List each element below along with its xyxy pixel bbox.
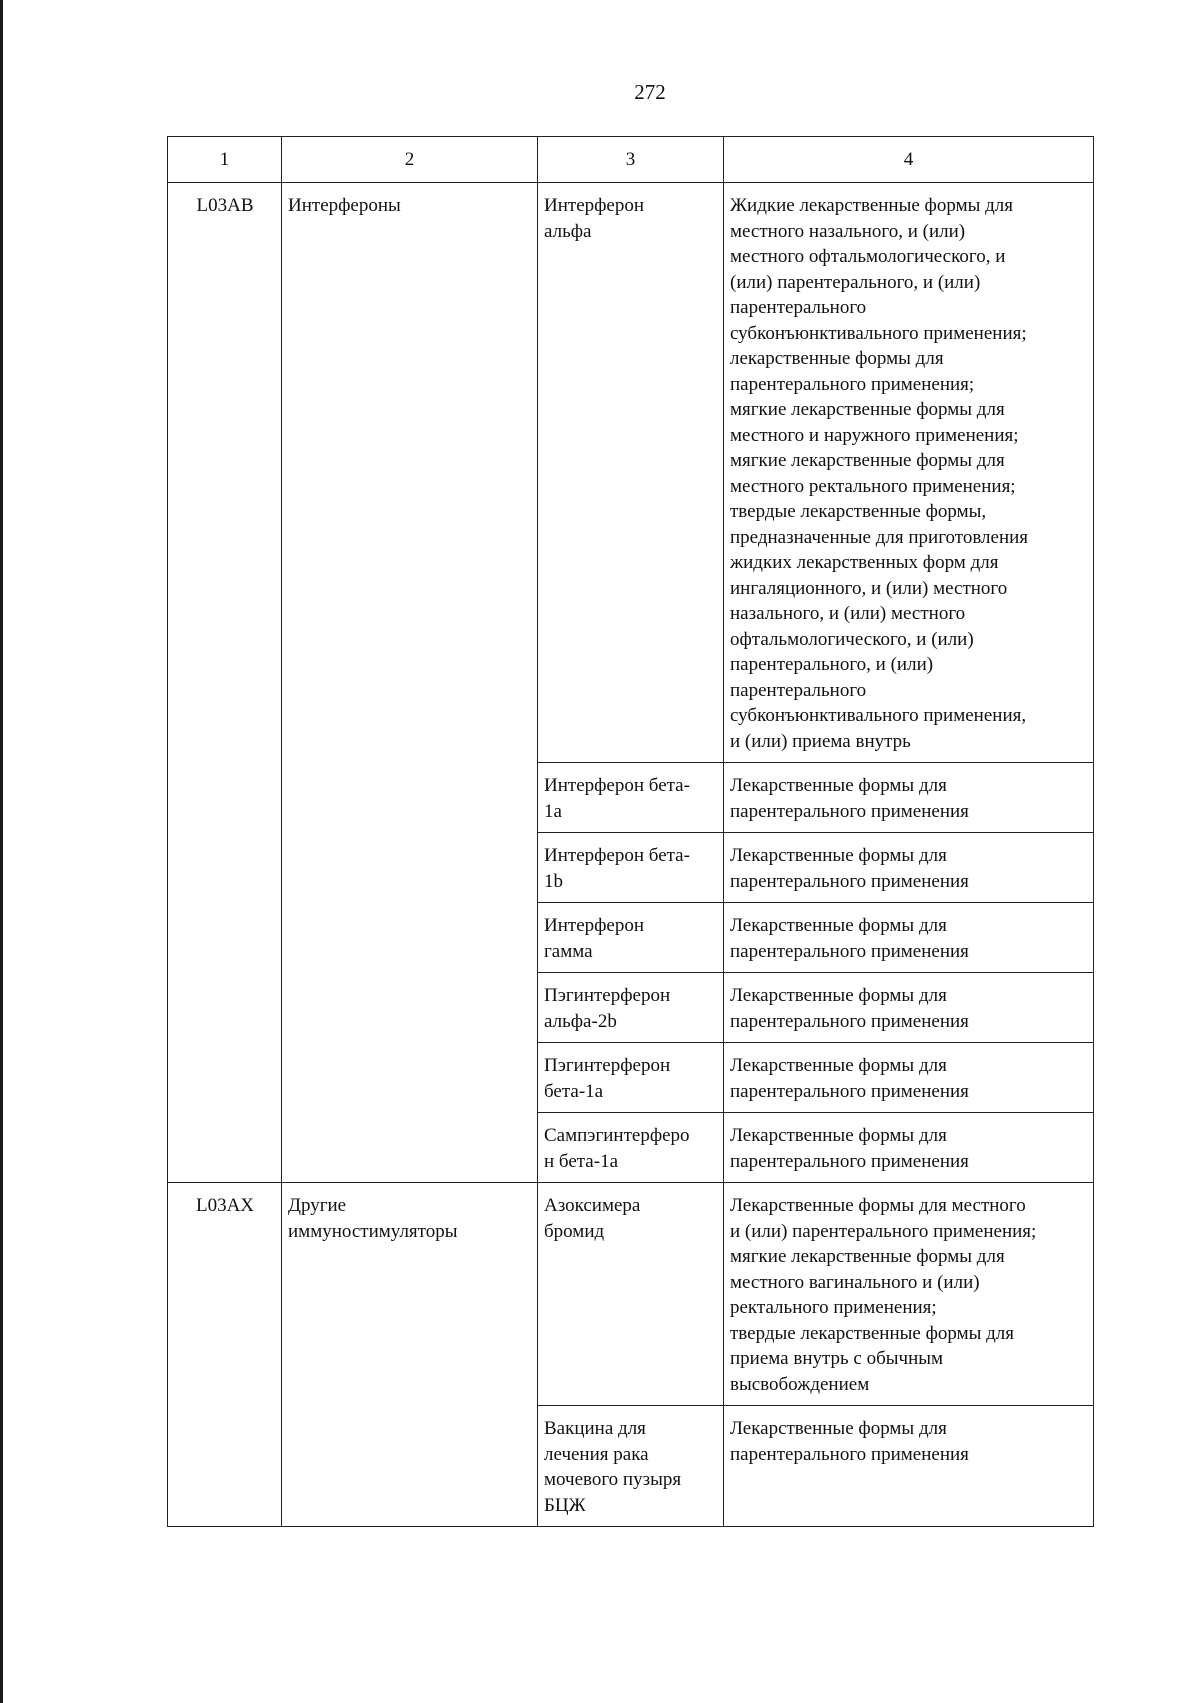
- header-col-4: 4: [724, 137, 1094, 183]
- dosage-forms-cell: Лекарственные формы для парентерального применения: [724, 973, 1094, 1043]
- atc-group-cell: Другие иммуностимуляторы: [282, 1183, 538, 1527]
- drug-table: [167, 136, 1094, 1527]
- header-col-2: 2: [282, 137, 538, 183]
- atc-group-cell: Интерфероны: [282, 183, 538, 1183]
- substance-cell: Интерферон бета- 1a: [538, 763, 724, 833]
- table-row: [168, 183, 1094, 763]
- scan-edge: [0, 0, 3, 1703]
- dosage-forms-cell: Лекарственные формы для парентерального применения: [724, 763, 1094, 833]
- table-row: [168, 1183, 1094, 1406]
- atc-code-cell: L03AX: [168, 1183, 282, 1527]
- page-number: 272: [634, 80, 666, 104]
- substance-cell: Вакцина для лечения рака мочевого пузыря БЦЖ: [538, 1406, 724, 1527]
- dosage-forms-cell: Лекарственные формы для местного и (или) парентерального применения; мягкие лекарственные формы для местного вагинального и (или) ректального применения; твердые лекарственные формы для приема внутрь с обычным высвобождением: [724, 1183, 1094, 1406]
- dosage-forms-cell: Лекарственные формы для парентерального применения: [724, 1113, 1094, 1183]
- dosage-forms-cell: Лекарственные формы для парентерального применения: [724, 833, 1094, 903]
- atc-code-cell: L03AB: [168, 183, 282, 1183]
- header-col-1: 1: [168, 137, 282, 183]
- dosage-forms-cell: Жидкие лекарственные формы для местного назального, и (или) местного офтальмологического, и (или) парентерального, и (или) парентерального субконъюнктивального применения; лекарственные формы для парентерального применения; мягкие лекарственные формы для местного и наружного применения; мягкие лекарственные формы для местного ректального применения; твердые лекарственные формы, предназначенные для приготовления жидких лекарственных форм для ингаляционного, и (или) местного назального, и (или) местного офтальмологического, и (или) парентерального, и (или) парентерального субконъюнктивального применения, и (или) приема внутрь: [724, 183, 1094, 763]
- header-col-3: 3: [538, 137, 724, 183]
- dosage-forms-cell: Лекарственные формы для парентерального применения: [724, 1043, 1094, 1113]
- substance-cell: Азоксимера бромид: [538, 1183, 724, 1406]
- drug-table-container: [167, 136, 1093, 1527]
- dosage-forms-cell: Лекарственные формы для парентерального применения: [724, 1406, 1094, 1527]
- substance-cell: Сампэгинтерферо н бета-1a: [538, 1113, 724, 1183]
- table-header-row: [168, 137, 1094, 183]
- dosage-forms-cell: Лекарственные формы для парентерального применения: [724, 903, 1094, 973]
- substance-cell: Интерферон бета- 1b: [538, 833, 724, 903]
- substance-cell: Интерферон гамма: [538, 903, 724, 973]
- substance-cell: Пэгинтерферон альфа-2b: [538, 973, 724, 1043]
- substance-cell: Пэгинтерферон бета-1a: [538, 1043, 724, 1113]
- substance-cell: Интерферон альфа: [538, 183, 724, 763]
